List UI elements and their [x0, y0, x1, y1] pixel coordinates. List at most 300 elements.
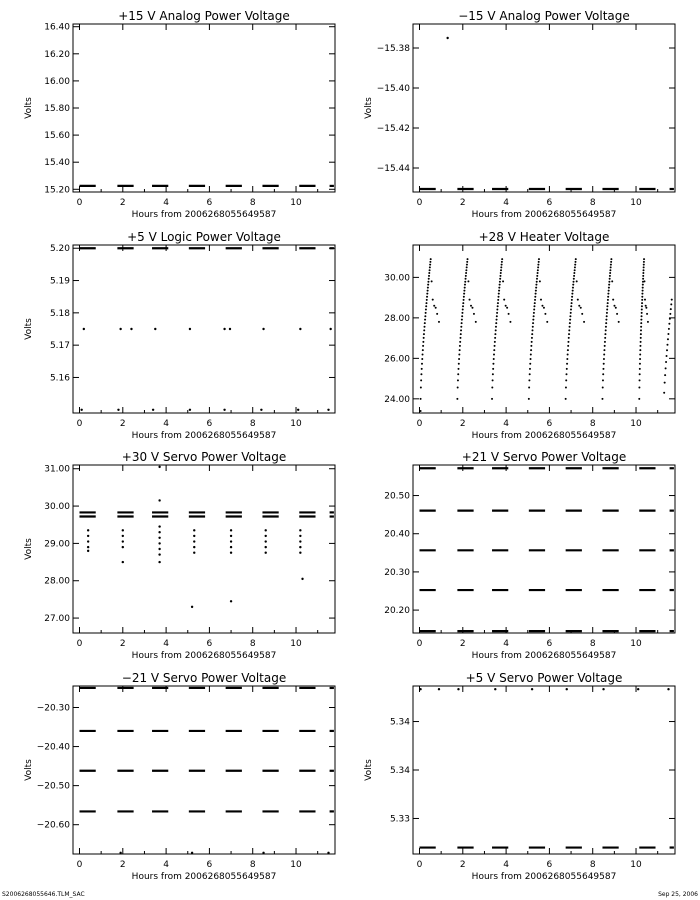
data-point — [422, 341, 424, 343]
y-tick-label: 20.30 — [384, 567, 410, 578]
data-point — [464, 287, 466, 289]
x-tick-label: 6 — [206, 860, 213, 870]
data-point — [496, 312, 498, 314]
data-point — [645, 305, 647, 307]
data-point — [465, 272, 467, 274]
data-point — [665, 367, 667, 369]
data-point — [533, 309, 535, 311]
data-point — [500, 269, 502, 271]
data-point — [425, 309, 427, 311]
data-point — [642, 278, 644, 280]
data-point — [461, 315, 463, 317]
data-point — [529, 363, 531, 365]
x-axis-label: Hours from 2006268055649587 — [131, 872, 277, 882]
data-point — [420, 373, 422, 375]
data-point — [158, 548, 160, 550]
data-point — [541, 305, 543, 307]
data-point — [607, 299, 609, 301]
data-point — [641, 299, 643, 301]
y-tick-label: 16.40 — [44, 22, 70, 33]
data-point — [536, 281, 538, 283]
data-point — [158, 561, 160, 563]
data-point — [87, 540, 89, 542]
data-point — [637, 688, 639, 690]
data-point — [639, 353, 641, 355]
data-point — [438, 321, 440, 323]
data-point — [498, 287, 500, 289]
data-point — [534, 299, 536, 301]
data-point — [605, 326, 607, 328]
data-point — [460, 329, 462, 331]
x-tick-label: 0 — [76, 198, 83, 208]
x-axis-label: Hours from 2006268055649587 — [131, 431, 277, 441]
chart-panel — [24, 671, 335, 882]
data-point — [327, 852, 329, 854]
data-point — [666, 355, 668, 357]
data-point — [458, 353, 460, 355]
data-point — [537, 272, 539, 274]
data-point — [640, 322, 642, 324]
data-point — [639, 363, 641, 365]
data-point — [130, 328, 132, 330]
data-point — [543, 307, 545, 309]
data-point — [436, 313, 438, 315]
data-point — [535, 284, 537, 286]
data-point — [643, 266, 645, 268]
chart-panel — [384, 230, 675, 441]
data-point — [193, 540, 195, 542]
data-point — [566, 358, 568, 360]
data-point — [260, 409, 262, 411]
plot-frame — [413, 465, 675, 633]
x-tick-label: 2 — [119, 419, 126, 429]
data-point — [419, 688, 421, 690]
data-point — [566, 688, 568, 690]
data-point — [536, 278, 538, 280]
x-tick-label: 0 — [76, 639, 83, 649]
data-point — [613, 305, 615, 307]
data-point — [421, 368, 423, 370]
data-point — [528, 379, 530, 381]
data-point — [501, 261, 503, 263]
data-point — [422, 353, 424, 355]
data-point — [297, 409, 299, 411]
data-point — [640, 341, 642, 343]
data-point — [640, 326, 642, 328]
y-tick-label: −15.38 — [376, 44, 410, 54]
data-point — [639, 379, 641, 381]
data-point — [438, 688, 440, 690]
x-tick-label: 0 — [416, 860, 423, 870]
data-point — [565, 386, 567, 388]
data-point — [429, 269, 431, 271]
x-axis-label: Hours from 2006268055649587 — [471, 651, 617, 661]
chart-panel — [24, 9, 335, 220]
y-tick-label: 20.50 — [384, 491, 410, 502]
data-point — [426, 293, 428, 295]
y-tick-label: 30.00 — [384, 273, 410, 284]
data-point — [566, 368, 568, 370]
chart-title: +30 V Servo Power Voltage — [121, 450, 287, 464]
data-point — [603, 353, 605, 355]
data-point — [571, 299, 573, 301]
plot-frame — [73, 245, 335, 413]
y-tick-label: 5.16 — [49, 373, 70, 384]
data-point — [603, 363, 605, 365]
data-point — [609, 275, 611, 277]
data-point — [643, 258, 645, 260]
data-point — [569, 319, 571, 321]
x-tick-label: 0 — [416, 419, 423, 429]
data-point — [262, 852, 264, 854]
data-point — [471, 307, 473, 309]
data-point — [193, 529, 195, 531]
chart-panel — [24, 450, 335, 661]
data-point — [457, 386, 459, 388]
data-point — [459, 337, 461, 339]
x-tick-label: 4 — [163, 419, 169, 429]
data-point — [158, 499, 160, 501]
data-point — [531, 337, 533, 339]
data-point — [535, 290, 537, 292]
data-point — [301, 578, 303, 580]
data-point — [491, 398, 493, 400]
data-point — [463, 293, 465, 295]
data-point — [230, 600, 232, 602]
data-point — [469, 299, 471, 301]
data-point — [425, 302, 427, 304]
data-point — [638, 386, 640, 388]
data-point — [428, 275, 430, 277]
plot-frame — [413, 24, 675, 192]
data-point — [570, 312, 572, 314]
data-point — [87, 535, 89, 537]
data-point — [463, 299, 465, 301]
x-tick-label: 10 — [290, 198, 302, 208]
data-point — [608, 290, 610, 292]
data-point — [577, 299, 579, 301]
y-tick-label: 5.19 — [49, 276, 70, 287]
data-point — [262, 328, 264, 330]
data-point — [607, 293, 609, 295]
data-point — [581, 313, 583, 315]
plot-frame — [73, 24, 335, 192]
data-point — [530, 345, 532, 347]
x-axis-label: Hours from 2006268055649587 — [131, 210, 277, 220]
data-point — [602, 373, 604, 375]
data-point — [473, 313, 475, 315]
data-point — [606, 309, 608, 311]
data-point — [461, 312, 463, 314]
data-point — [421, 363, 423, 365]
data-point — [421, 358, 423, 360]
data-point — [420, 398, 422, 400]
x-tick-label: 8 — [249, 860, 256, 870]
data-point — [496, 319, 498, 321]
chart-title: +28 V Heater Voltage — [478, 230, 610, 244]
data-point — [602, 379, 604, 381]
data-point — [565, 373, 567, 375]
data-point — [122, 535, 124, 537]
data-point — [467, 258, 469, 260]
data-point — [498, 296, 500, 298]
data-point — [462, 309, 464, 311]
data-point — [605, 329, 607, 331]
data-point — [427, 284, 429, 286]
data-point — [426, 296, 428, 298]
chart-panel — [364, 671, 675, 882]
plot-frame — [413, 245, 675, 413]
data-point — [669, 313, 671, 315]
data-point — [540, 299, 542, 301]
data-point — [646, 313, 648, 315]
data-point — [531, 329, 533, 331]
data-point — [609, 269, 611, 271]
data-point — [457, 688, 459, 690]
data-point — [612, 299, 614, 301]
footer-filename: S2006268055646.TLM_SAC — [2, 891, 85, 898]
data-point — [529, 368, 531, 370]
x-tick-label: 10 — [630, 198, 642, 208]
data-point — [446, 37, 448, 39]
data-point — [427, 290, 429, 292]
data-point — [493, 358, 495, 360]
data-point — [611, 280, 613, 282]
y-tick-label: 28.00 — [44, 576, 70, 587]
x-tick-label: 10 — [630, 419, 642, 429]
y-tick-label: 5.33 — [389, 814, 410, 825]
data-point — [609, 278, 611, 280]
data-point — [499, 284, 501, 286]
data-point — [566, 363, 568, 365]
data-point — [639, 368, 641, 370]
data-point — [299, 546, 301, 548]
data-point — [608, 284, 610, 286]
y-tick-label: 20.20 — [384, 606, 410, 617]
data-point — [499, 278, 501, 280]
data-point — [642, 287, 644, 289]
data-point — [638, 398, 640, 400]
data-point — [618, 321, 620, 323]
data-point — [509, 321, 511, 323]
x-tick-label: 8 — [589, 639, 596, 649]
footer-date: Sep 25, 2006 — [658, 891, 698, 898]
data-point — [494, 345, 496, 347]
x-tick-label: 10 — [630, 860, 642, 870]
data-point — [571, 302, 573, 304]
x-tick-label: 2 — [459, 198, 466, 208]
data-point — [492, 363, 494, 365]
data-point — [428, 272, 430, 274]
data-point — [265, 535, 267, 537]
data-point — [573, 281, 575, 283]
data-point — [537, 264, 539, 266]
data-point — [535, 293, 537, 295]
data-point — [431, 280, 433, 282]
data-point — [602, 386, 604, 388]
data-point — [642, 272, 644, 274]
data-point — [458, 368, 460, 370]
x-tick-label: 8 — [249, 419, 256, 429]
data-point — [531, 688, 533, 690]
data-point — [505, 305, 507, 307]
data-point — [643, 261, 645, 263]
data-point — [466, 261, 468, 263]
data-point — [193, 546, 195, 548]
y-tick-label: −20.30 — [36, 703, 70, 714]
x-tick-label: 0 — [416, 639, 423, 649]
x-tick-label: 0 — [416, 198, 423, 208]
data-point — [475, 321, 477, 323]
data-point — [429, 264, 431, 266]
data-point — [299, 540, 301, 542]
chart-panel — [24, 230, 335, 441]
data-point — [427, 287, 429, 289]
data-point — [424, 319, 426, 321]
data-point — [497, 305, 499, 307]
data-point — [604, 345, 606, 347]
x-tick-label: 6 — [546, 419, 553, 429]
data-point — [119, 328, 121, 330]
x-axis-label: Hours from 2006268055649587 — [471, 872, 617, 882]
data-point — [463, 296, 465, 298]
data-point — [568, 337, 570, 339]
data-point — [435, 307, 437, 309]
data-point — [604, 341, 606, 343]
data-point — [499, 275, 501, 277]
x-tick-label: 4 — [503, 639, 509, 649]
y-axis-label: Volts — [24, 759, 34, 781]
data-point — [83, 328, 85, 330]
data-point — [152, 409, 154, 411]
data-point — [230, 540, 232, 542]
data-point — [462, 302, 464, 304]
data-point — [641, 296, 643, 298]
data-point — [491, 386, 493, 388]
data-point — [668, 323, 670, 325]
x-tick-label: 2 — [119, 639, 126, 649]
data-point — [500, 272, 502, 274]
data-point — [158, 537, 160, 539]
data-point — [158, 466, 160, 468]
data-point — [466, 266, 468, 268]
data-point — [533, 312, 535, 314]
data-point — [425, 305, 427, 307]
data-point — [532, 319, 534, 321]
data-point — [539, 280, 541, 282]
data-point — [644, 299, 646, 301]
data-point — [154, 328, 156, 330]
data-point — [230, 552, 232, 554]
data-point — [193, 535, 195, 537]
data-point — [643, 264, 645, 266]
data-point — [465, 275, 467, 277]
data-point — [643, 269, 645, 271]
data-point — [575, 258, 577, 260]
data-point — [423, 337, 425, 339]
data-point — [508, 313, 510, 315]
data-point — [191, 606, 193, 608]
data-point — [457, 379, 459, 381]
data-point — [425, 312, 427, 314]
data-point — [223, 409, 225, 411]
data-point — [497, 299, 499, 301]
data-point — [663, 392, 665, 394]
y-tick-label: 28.00 — [384, 313, 410, 324]
y-tick-label: 30.00 — [44, 502, 70, 513]
data-point — [433, 305, 435, 307]
data-point — [567, 353, 569, 355]
data-point — [465, 278, 467, 280]
data-point — [430, 258, 432, 260]
data-point — [122, 540, 124, 542]
data-point — [647, 321, 649, 323]
y-tick-label: 15.60 — [44, 131, 70, 142]
data-point — [574, 266, 576, 268]
data-point — [574, 264, 576, 266]
data-point — [574, 269, 576, 271]
data-point — [496, 309, 498, 311]
data-point — [572, 290, 574, 292]
data-point — [119, 852, 121, 854]
data-point — [223, 328, 225, 330]
data-point — [531, 333, 533, 335]
data-point — [492, 379, 494, 381]
data-point — [642, 284, 644, 286]
data-point — [423, 333, 425, 335]
data-point — [420, 410, 422, 412]
x-tick-label: 6 — [546, 198, 553, 208]
data-point — [602, 368, 604, 370]
y-tick-label: −15.42 — [376, 124, 410, 134]
data-point — [574, 261, 576, 263]
data-point — [465, 269, 467, 271]
data-point — [432, 299, 434, 301]
data-point — [641, 309, 643, 311]
y-tick-label: 29.00 — [44, 539, 70, 550]
data-point — [427, 281, 429, 283]
x-tick-label: 2 — [119, 860, 126, 870]
chart-title: −21 V Servo Power Voltage — [121, 671, 287, 685]
data-point — [571, 293, 573, 295]
data-point — [666, 349, 668, 351]
x-tick-label: 2 — [119, 198, 126, 208]
data-point — [640, 333, 642, 335]
data-point — [492, 368, 494, 370]
data-point — [603, 349, 605, 351]
y-axis-label: Volts — [364, 97, 374, 119]
data-point — [87, 550, 89, 552]
data-point — [664, 382, 666, 384]
data-point — [604, 333, 606, 335]
data-point — [607, 296, 609, 298]
x-tick-label: 4 — [503, 860, 509, 870]
plot-frame — [73, 465, 335, 633]
data-point — [602, 688, 604, 690]
data-point — [429, 261, 431, 263]
x-tick-label: 4 — [163, 639, 169, 649]
data-point — [422, 345, 424, 347]
data-point — [429, 266, 431, 268]
y-tick-label: 16.00 — [44, 76, 70, 87]
data-point — [493, 349, 495, 351]
data-point — [640, 319, 642, 321]
x-axis-label: Hours from 2006268055649587 — [471, 210, 617, 220]
data-point — [529, 373, 531, 375]
data-point — [329, 328, 331, 330]
data-point — [299, 529, 301, 531]
data-point — [572, 284, 574, 286]
